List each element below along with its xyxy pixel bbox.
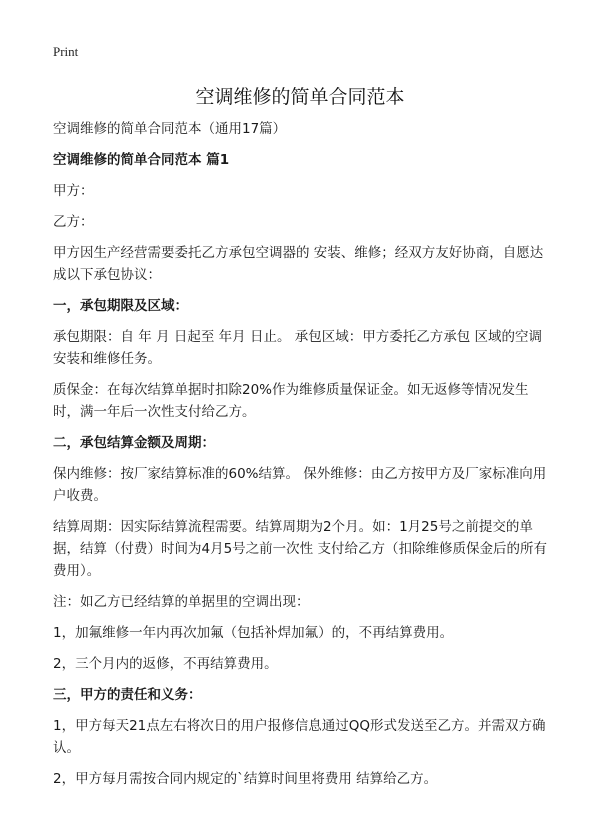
note-paragraph: 注：如乙方已经结算的单据里的空调出现： <box>53 594 310 610</box>
warranty-paragraph: 保内维修：按厂家结算标准的60%结算。 保外维修：由乙方按甲方及厂家标准向用户收费。 <box>53 466 547 504</box>
note-item-2: 2，三个月内的返修，不再结算费用。 <box>53 656 278 672</box>
settlement-cycle-paragraph: 结算周期：因实际结算流程需要。结算周期为2个月。如：1月25号之前提交的单据，结算（付费）时间为4月5号之前一次性 支付给乙方（扣除维修质保金后的所有费用）。 <box>53 519 547 579</box>
duty-item-1: 1，甲方每天21点左右将次日的用户报修信息通过QQ形式发送至乙方。并需双方确认。 <box>53 718 546 756</box>
note-item-1: 1，加氟维修一年内再次加氟（包括补焊加氟）的，不再结算费用。 <box>53 625 454 641</box>
term-paragraph: 承包期限：自 年 月 日起至 年月 日止。 承包区域：甲方委托乙方承包 区域的空调安装和维修任务。 <box>53 329 543 367</box>
party-b-line: 乙方： <box>53 214 94 230</box>
section-heading-settlement: 二，承包结算金额及周期： <box>53 435 215 451</box>
section-heading-party-a-duties: 三，甲方的责任和义务： <box>53 687 202 703</box>
intro-paragraph: 甲方因生产经营需要委托乙方承包空调器的 安装、维修；经双方友好协商，自愿达成以下承包协议： <box>53 245 544 283</box>
print-link[interactable]: Print <box>53 44 79 59</box>
section-title: 空调维修的简单合同范本 篇1 <box>53 152 230 168</box>
section-heading-term: 一，承包期限及区域： <box>53 298 188 314</box>
document-title: 空调维修的简单合同范本 <box>195 86 405 108</box>
party-a-line: 甲方： <box>53 183 94 199</box>
duty-item-2: 2，甲方每月需按合同内规定的`结算时间里将费用 结算给乙方。 <box>53 771 438 787</box>
deposit-paragraph: 质保金：在每次结算单据时扣除20%作为维修质量保证金。如无返修等情况发生时，满一年后一次性支付给乙方。 <box>53 382 529 420</box>
document-body <box>53 118 553 799</box>
document-subtitle: 空调维修的简单合同范本（通用17篇） <box>53 121 287 137</box>
